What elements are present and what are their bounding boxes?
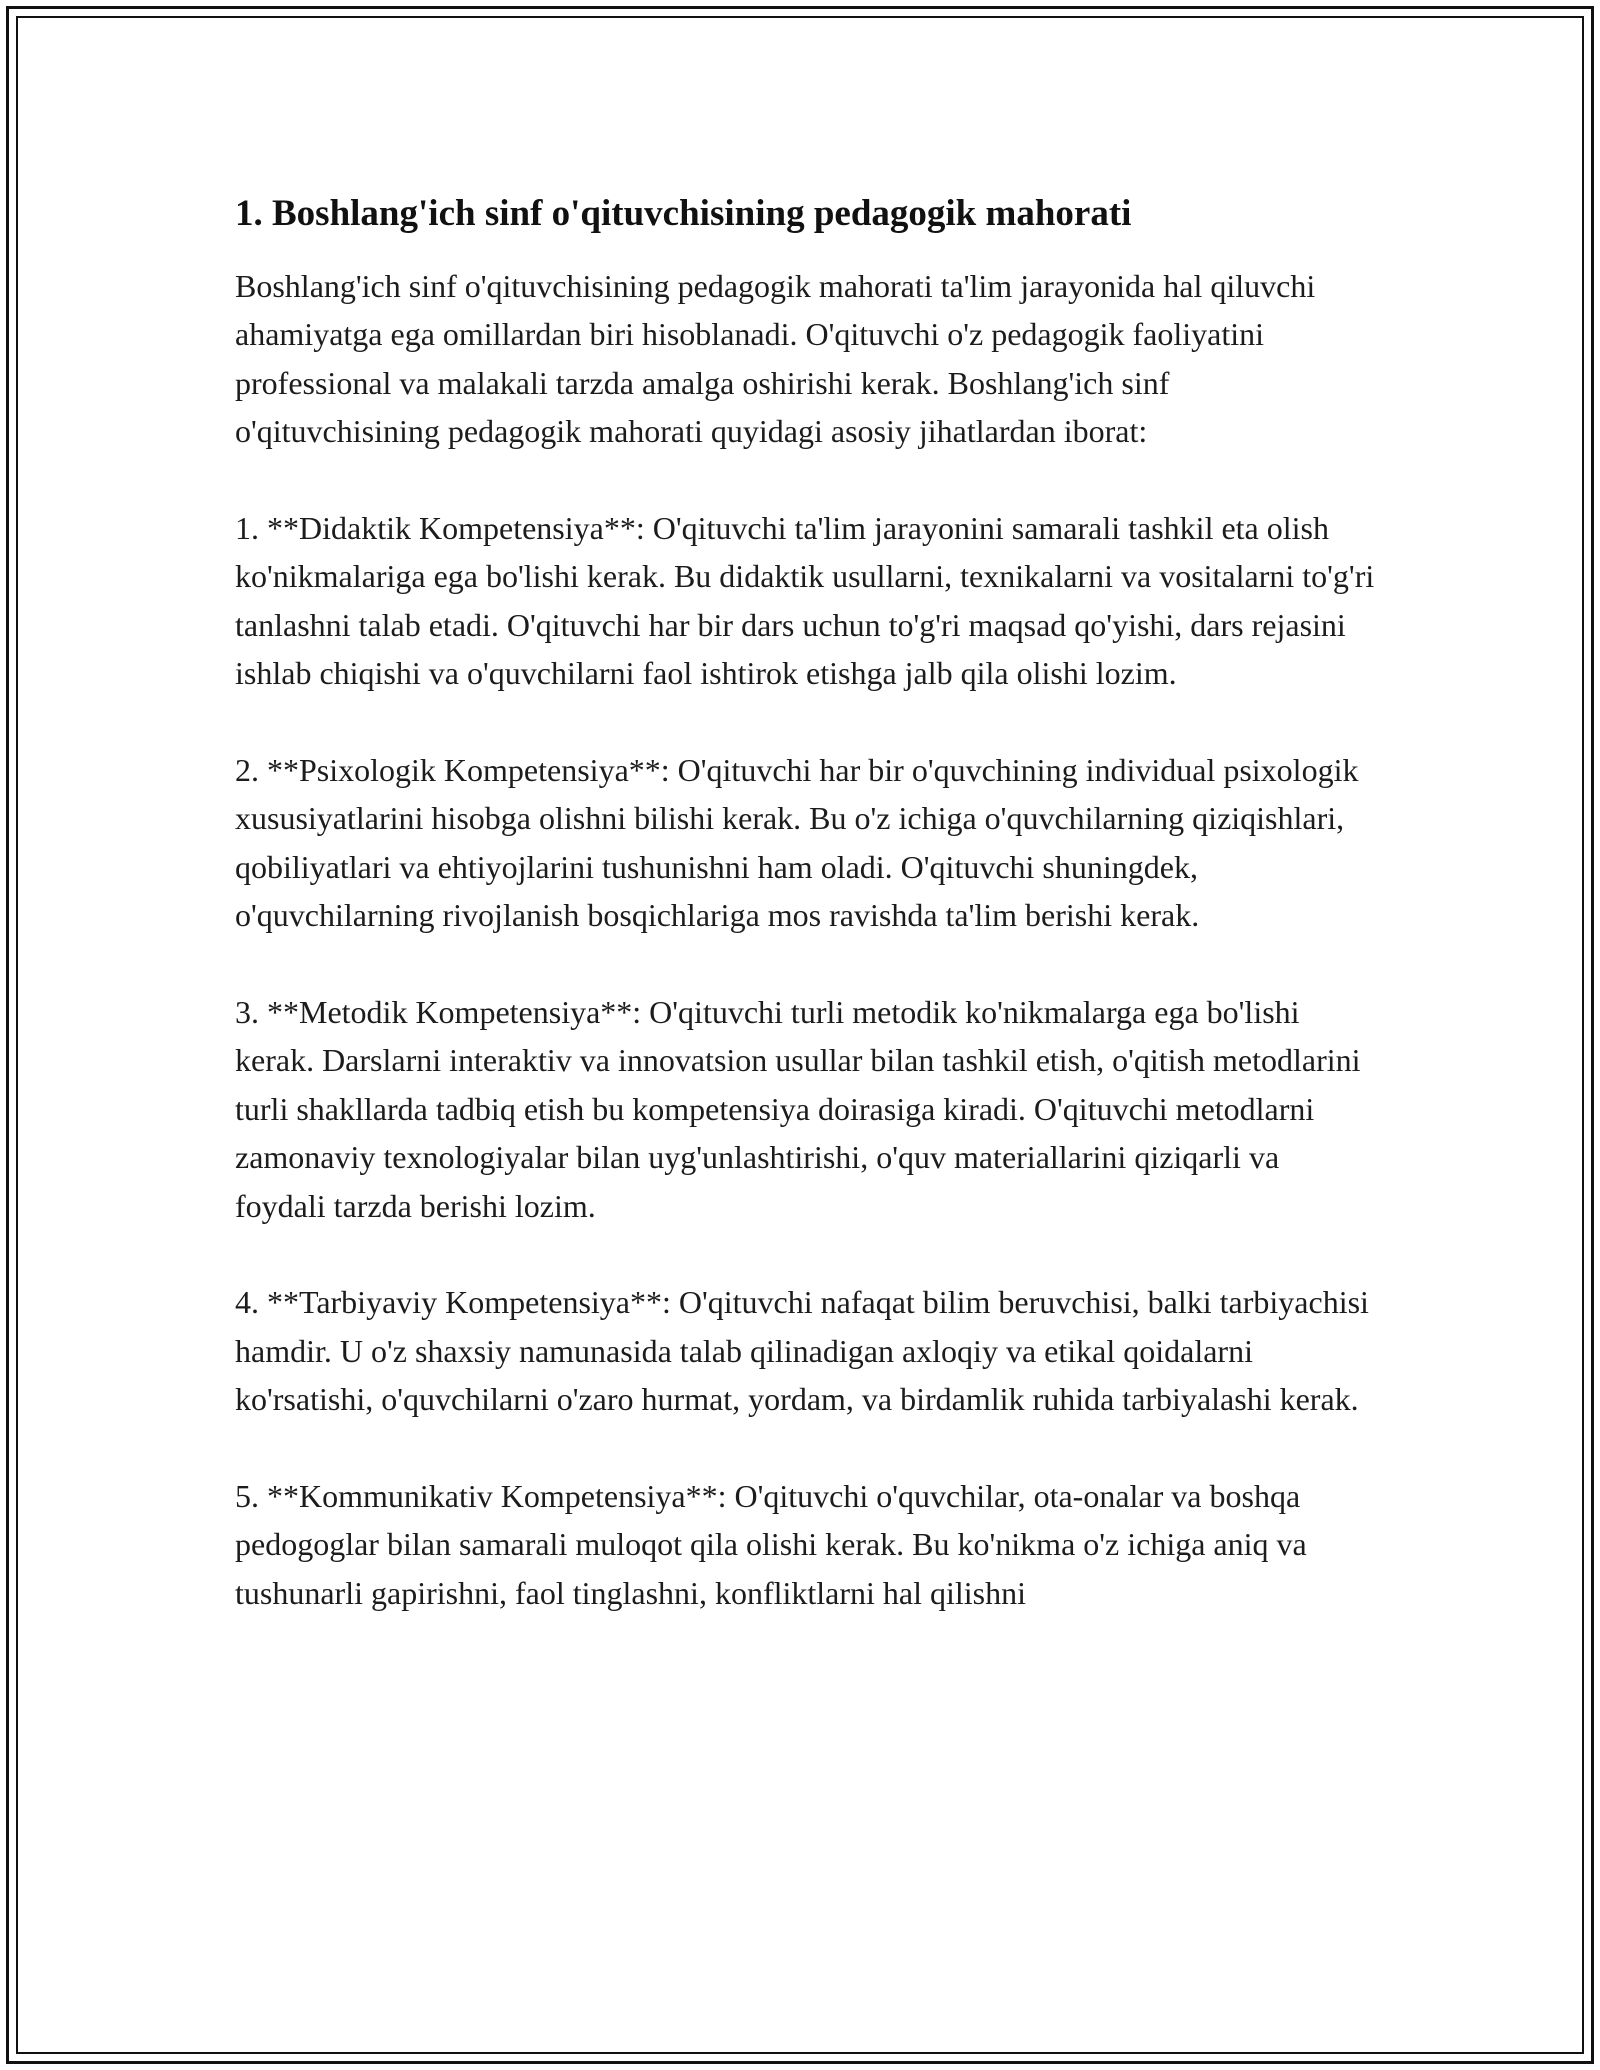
intro-paragraph: Boshlang'ich sinf o'qituvchisining pedagogik mahorati ta'lim jarayonida hal qiluvchi ahamiyatga ega omillardan biri hisoblanadi. O'qituvchi o'z pedagogik faoliyatini professional va malakali tarzda amalga oshirishi kerak. Boshlang'ich sinf o'qituvchisining pedagogik mahorati quyidagi asosiy jihatlardan iborat: bbox=[235, 268, 1316, 450]
methodical-competence-paragraph: 3. **Metodik Kompetensiya**: O'qituvchi turli metodik ko'nikmalarga ega bo'lishi kerak. Darslarni interaktiv va innovatsion usullar bilan tashkil etish, o'qitish metodlarini turli shakllarda tadbiq etish bu kompetensiya doirasiga kiradi. O'qituvchi metodlarni zamonaviy texnologiyalar bilan uyg'unlashtirishi, o'quv materiallarini qiziqarli va foydali tarzda berishi lozim. bbox=[235, 994, 1361, 1224]
didactic-competence-paragraph: 1. **Didaktik Kompetensiya**: O'qituvchi ta'lim jarayonini samarali tashkil eta olish ko'nikmalariga ega bo'lishi kerak. Bu didaktik usullarni, texnikalarni va vositalarni to'g'ri tanlashni talab etadi. O'qituvchi har bir dars uchun to'g'ri maqsad qo'yishi, dars rejasini ishlab chiqishi va o'quvchilarni faol ishtirok etishga jalb qila olishi lozim. bbox=[235, 510, 1375, 692]
psychological-competence-paragraph: 2. **Psixologik Kompetensiya**: O'qituvchi har bir o'quvchining individual psixologik xususiyatlarini hisobga olishni bilishi kerak. Bu o'z ichiga o'quvchilarning qiziqishlari, qobiliyatlari va ehtiyojlarini tushunishni ham oladi. O'qituvchi shuningdek, o'quvchilarning rivojlanish bosqichlariga mos ravishda ta'lim berishi kerak. bbox=[235, 752, 1359, 934]
educational-competence-paragraph: 4. **Tarbiyaviy Kompetensiya**: O'qituvchi nafaqat bilim beruvchisi, balki tarbiyachisi hamdir. U o'z shaxsiy namunasida talab qilinadigan axloqiy va etikal qoidalarni ko'rsatishi, o'quvchilarni o'zaro hurmat, yordam, va birdamlik ruhida tarbiyalashi kerak. bbox=[235, 1284, 1369, 1418]
document-title: 1. Boshlang'ich sinf o'qituvchisining pedagogik mahorati bbox=[235, 193, 1132, 234]
document-page bbox=[235, 188, 1375, 1666]
communicative-competence-paragraph: 5. **Kommunikativ Kompetensiya**: O'qituvchi o'quvchilar, ota-onalar va boshqa pedogoglar bilan samarali muloqot qila olishi kerak. Bu ko'nikma o'z ichiga aniq va tushunarli gapirishni, faol tinglashni, konfliktlarni hal qilishni bbox=[235, 1478, 1307, 1611]
